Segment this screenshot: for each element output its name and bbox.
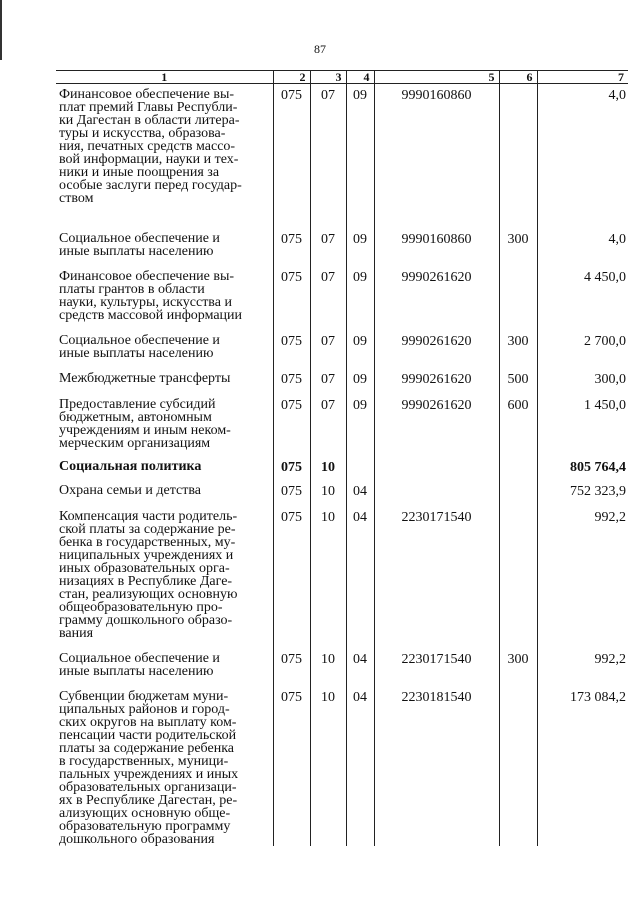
table-row xyxy=(56,266,628,330)
header-cell: 2 xyxy=(273,71,310,84)
cell-ministry-code: 075 xyxy=(273,648,310,686)
cell-ministry-code: 075 xyxy=(273,480,310,506)
table-row xyxy=(56,456,628,480)
header-cell: 5 xyxy=(374,71,499,84)
cell-target-article: 2230181540 xyxy=(374,686,499,846)
cell-section: 07 xyxy=(310,266,346,330)
header-cell: 7 xyxy=(537,71,628,84)
cell-ministry-code: 075 xyxy=(273,506,310,648)
table-row xyxy=(56,394,628,456)
cell-ministry-code: 075 xyxy=(273,686,310,846)
cell-section: 07 xyxy=(310,394,346,456)
cell-expense-type: 300 xyxy=(499,330,537,368)
row-description: Компенсация части родитель- ской платы за содержание ре- бенка в государственных, му- ниципальных учреждениях и иных образовательных орга- низациях в Республике Даге- стан, реализующих основную общеобразовательную про- грамму дошкольного образо- вания xyxy=(59,508,238,641)
header-cell: 4 xyxy=(346,71,374,84)
cell-subsection: 09 xyxy=(346,228,374,266)
cell-ministry-code: 075 xyxy=(273,266,310,330)
row-description: Финансовое обеспечение вы- платы грантов в области науки, культуры, искусства и средств массовой информации xyxy=(59,268,243,323)
cell-expense-type: 600 xyxy=(499,394,537,456)
cell-target-article: 2230171540 xyxy=(374,648,499,686)
cell-section: 10 xyxy=(310,686,346,846)
cell-amount: 1 450,0 xyxy=(537,394,628,456)
header-row xyxy=(56,71,628,84)
cell-subsection: 04 xyxy=(346,480,374,506)
row-description: Субвенции бюджетам муни- ципальных районов и город- ских округов на выплату ком- пенсации части родительской платы за содержание ребенка в государственных, муници- пальных учреждениях и иных образовательных организаци- ях в Республике Дагестан, ре- ализующих основную обще- образовательную программу дошкольного образования xyxy=(59,688,239,847)
cell-subsection: 09 xyxy=(346,394,374,456)
cell-expense-type: 500 xyxy=(499,368,537,394)
cell-section: 10 xyxy=(310,506,346,648)
cell-subsection: 04 xyxy=(346,648,374,686)
cell-ministry-code: 075 xyxy=(273,456,310,480)
table-row xyxy=(56,228,628,266)
cell-expense-type xyxy=(499,266,537,330)
cell-expense-type xyxy=(499,456,537,480)
cell-subsection: 09 xyxy=(346,266,374,330)
cell-expense-type xyxy=(499,480,537,506)
row-description: Предоставление субсидий бюджетным, автономным учреждениям и иным неком- мерческим организациям xyxy=(59,396,231,451)
table-row xyxy=(56,480,628,506)
cell-target-article: 9990261620 xyxy=(374,266,499,330)
cell-amount: 4,0 xyxy=(537,228,628,266)
cell-subsection: 09 xyxy=(346,84,374,228)
cell-target-article xyxy=(374,456,499,480)
row-description: Социальное обеспечение и иные выплаты населению xyxy=(59,650,220,679)
cell-target-article: 2230171540 xyxy=(374,506,499,648)
cell-ministry-code: 075 xyxy=(273,394,310,456)
row-description: Межбюджетные трансферты xyxy=(59,370,231,386)
cell-target-article: 9990261620 xyxy=(374,394,499,456)
header-cell: 6 xyxy=(499,71,537,84)
cell-section: 07 xyxy=(310,368,346,394)
cell-subsection: 09 xyxy=(346,368,374,394)
cell-ministry-code: 075 xyxy=(273,368,310,394)
cell-target-article: 9990160860 xyxy=(374,84,499,228)
row-description: Социальная политика xyxy=(59,458,202,474)
cell-section: 07 xyxy=(310,84,346,228)
table-row xyxy=(56,84,628,228)
cell-amount: 805 764,4 xyxy=(537,456,628,480)
table-row xyxy=(56,648,628,686)
table-row xyxy=(56,368,628,394)
cell-section: 10 xyxy=(310,480,346,506)
cell-target-article: 9990261620 xyxy=(374,330,499,368)
cell-ministry-code: 075 xyxy=(273,84,310,228)
row-description: Социальное обеспечение и иные выплаты населению xyxy=(59,332,220,361)
cell-subsection: 04 xyxy=(346,686,374,846)
cell-amount: 173 084,2 xyxy=(537,686,628,846)
table-row xyxy=(56,506,628,648)
cell-expense-type: 300 xyxy=(499,648,537,686)
cell-subsection: 04 xyxy=(346,506,374,648)
page-number: 87 xyxy=(314,42,326,56)
cell-section: 07 xyxy=(310,330,346,368)
table-row xyxy=(56,330,628,368)
header-cell: 3 xyxy=(310,71,346,84)
table-row xyxy=(56,686,628,846)
cell-ministry-code: 075 xyxy=(273,228,310,266)
row-description: Охрана семьи и детства xyxy=(59,482,201,498)
cell-amount: 4 450,0 xyxy=(537,266,628,330)
budget-table xyxy=(56,70,628,846)
cell-subsection xyxy=(346,456,374,480)
cell-expense-type xyxy=(499,84,537,228)
row-description: Социальное обеспечение и иные выплаты населению xyxy=(59,230,220,259)
row-description: Финансовое обеспечение вы- плат премий Главы Республи- ки Дагестан в области литера- туры и искусства, образова- ния, печатных средств массо- вой информации, науки и тех- ники и иные поощрения за особые заслуги перед государ- ством xyxy=(59,87,242,206)
cell-amount: 752 323,9 xyxy=(537,480,628,506)
cell-section: 07 xyxy=(310,228,346,266)
cell-target-article: 9990160860 xyxy=(374,228,499,266)
cell-ministry-code: 075 xyxy=(273,330,310,368)
cell-expense-type xyxy=(499,506,537,648)
cell-amount: 300,0 xyxy=(537,368,628,394)
cell-amount: 4,0 xyxy=(537,84,628,228)
cell-subsection: 09 xyxy=(346,330,374,368)
cell-expense-type: 300 xyxy=(499,228,537,266)
cell-target-article xyxy=(374,480,499,506)
cell-expense-type xyxy=(499,686,537,846)
cell-amount: 992,2 xyxy=(537,648,628,686)
header-cell: 1 xyxy=(56,71,273,84)
cell-section: 10 xyxy=(310,648,346,686)
cell-amount: 992,2 xyxy=(537,506,628,648)
cell-section: 10 xyxy=(310,456,346,480)
cell-amount: 2 700,0 xyxy=(537,330,628,368)
cell-target-article: 9990261620 xyxy=(374,368,499,394)
